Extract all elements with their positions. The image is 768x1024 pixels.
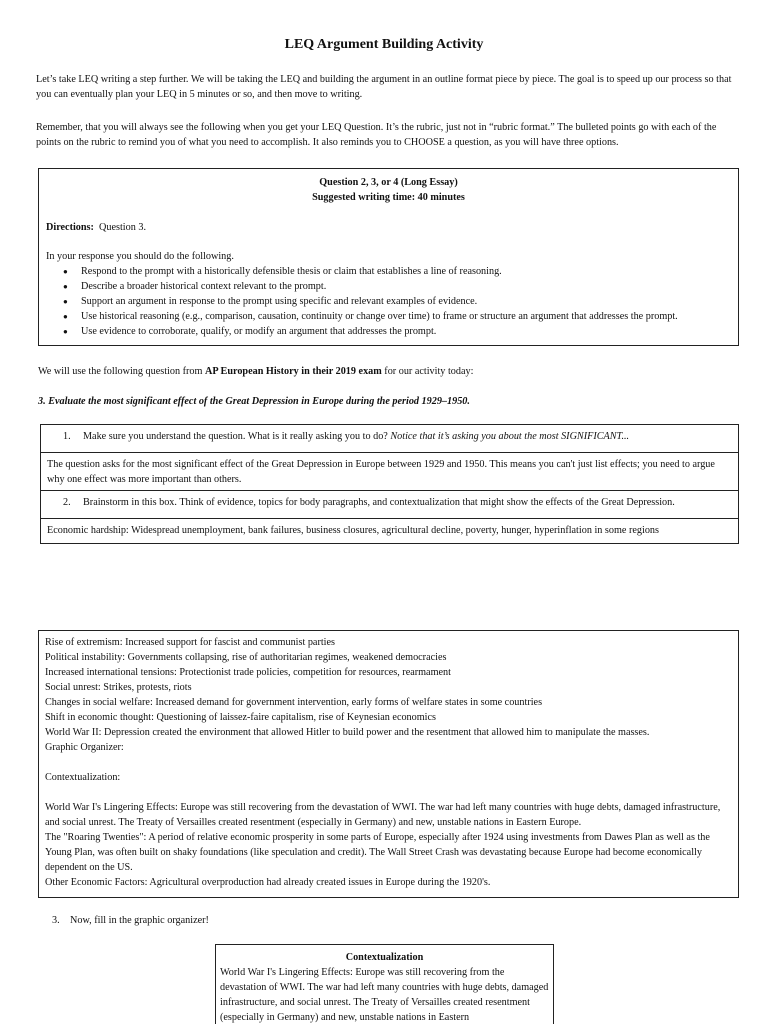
brainstorm-box[interactable]: [38, 630, 739, 898]
rubric-bullet: ● Support an argument in response to the prompt using specific and relevant examples of evidence.: [63, 294, 731, 309]
brainstorm-line: Increased international tensions: Protectionist trade policies, competition for resources, rearmament: [45, 667, 451, 678]
question-source-after: for our activity today:: [381, 366, 474, 377]
question-source: [38, 364, 738, 379]
question-source-before: We will use the following question from: [38, 366, 205, 377]
rubric-bullet: ● Respond to the prompt with a historically defensible thesis or claim that establishes a line of reasoning.: [63, 264, 731, 279]
step-3: [52, 913, 209, 928]
context-line: Other Economic Factors: Agricultural overproduction had already created issues in Europe during the 1920's.: [45, 877, 491, 888]
intro-paragraph-1: Let’s take LEQ writing a step further. We will be taking the LEQ and building the argument in an outline format piece by piece. The goal is to speed up our process so that you can eventually plan your LEQ in 5 minutes or so, and then move to writing.: [36, 74, 732, 100]
directions-label: Directions:: [46, 222, 94, 233]
spacer: [45, 785, 732, 800]
spacer: [45, 755, 732, 770]
directions-text: Question 3.: [99, 222, 146, 233]
response-intro: In your response you should do the following.: [46, 251, 234, 262]
step-1-answer[interactable]: The question asks for the most significant effect of the Great Depression in Europe between 1929 and 1950. This means you can't just list effects; you need to argue why one effect was more important than others.: [41, 453, 738, 491]
context-line: The "Roaring Twenties": A period of relative economic prosperity in some parts of Europe, especially after 1924 using investments from Dawes Plan as well as the Young Plan, was often built on shaky foundations (like speculation and credit). The Wall Street Crash was devastating because Europe had become economically dependent on the US.: [45, 832, 710, 873]
rubric-heading-time: Suggested writing time: 40 minutes: [312, 192, 465, 203]
brainstorm-line: Shift in economic thought: Questioning of laissez-faire capitalism, rise of Keynesian economics: [45, 712, 436, 723]
intro-paragraph-2: Remember, that you will always see the following when you get your LEQ Question. It’s the rubric, just not in “rubric format.” The bulleted points go with each of the points on the rubric to remind you of what you need to accomplish. It also reminds you to CHOOSE a question, as you will have three options.: [36, 122, 717, 148]
contextualization-organizer-box[interactable]: [215, 944, 554, 1024]
brainstorm-line: Political instability: Governments collapsing, rise of authoritarian regimes, weakened democracies: [45, 652, 447, 663]
step-1-row: [41, 425, 738, 453]
rubric-bullet-list: [63, 264, 731, 339]
step-1-hint: Notice that it’s asking you about the most SIGNIFICANT...: [390, 431, 630, 442]
brainstorm-line: Rise of extremism: Increased support for fascist and communist parties: [45, 637, 335, 648]
organizer-text: World War I's Lingering Effects: Europe was still recovering from the devastation of WWI. The war had left many countries with huge debts, damaged infrastructure, and social unrest. The Treaty of Versailles created resentment (especially in Germany) and new, unstable nations in Eastern: [220, 967, 549, 1023]
essay-prompt: 3. Evaluate the most significant effect of the Great Depression in Europe during the period 1929–1950.: [38, 396, 470, 407]
step-2-answer[interactable]: Economic hardship: Widespread unemployment, bank failures, business closures, agricultural decline, poverty, hunger, hyperinflation in some regions: [47, 525, 659, 536]
rubric-bullet: ● Use historical reasoning (e.g., comparison, causation, continuity or change over time) to frame or structure an argument that addresses the prompt.: [63, 309, 731, 324]
steps-table: [40, 424, 739, 544]
step-3-number: 3.: [52, 915, 60, 926]
step-2-text: Brainstorm in this box. Think of evidence, topics for body paragraphs, and contextualization that might show the effects of the Great Depression.: [83, 497, 675, 508]
directions: [46, 220, 731, 235]
step-2-row: [41, 491, 738, 519]
context-line: World War I's Lingering Effects: Europe was still recovering from the devastation of WWI. The war had left many countries with huge debts, damaged infrastructure, and social unrest. The Treaty of Versailles created resentment (especially in Germany) and new, unstable nations in Eastern Europe.: [45, 802, 721, 828]
rubric-bullet: ● Use evidence to corroborate, qualify, or modify an argument that addresses the prompt.: [63, 324, 731, 339]
question-source-exam: AP European History in their 2019 exam: [204, 366, 382, 377]
brainstorm-line: Changes in social welfare: Increased demand for government intervention, early forms of welfare states in some countries: [45, 697, 543, 708]
step-1-number: 1.: [63, 431, 71, 442]
contextualization-label: Contextualization:: [45, 772, 121, 783]
step-1-text: Make sure you understand the question. What is it really asking you to do?: [83, 431, 391, 442]
step-3-text: Now, fill in the graphic organizer!: [70, 915, 209, 926]
rubric-heading-question: Question 2, 3, or 4 (Long Essay): [319, 177, 458, 188]
brainstorm-line: World War II: Depression created the environment that allowed Hitler to build power and the resentment that allowed him to manipulate the masses.: [45, 727, 650, 738]
step-2-number: 2.: [63, 497, 71, 508]
rubric-bullet: ● Describe a broader historical context relevant to the prompt.: [63, 279, 731, 294]
organizer-heading: Contextualization: [345, 952, 424, 963]
page-title: LEQ Argument Building Activity: [284, 37, 484, 52]
rubric-box: [38, 168, 739, 346]
graphic-organizer-label: Graphic Organizer:: [45, 742, 124, 753]
brainstorm-line: Social unrest: Strikes, protests, riots: [45, 682, 192, 693]
